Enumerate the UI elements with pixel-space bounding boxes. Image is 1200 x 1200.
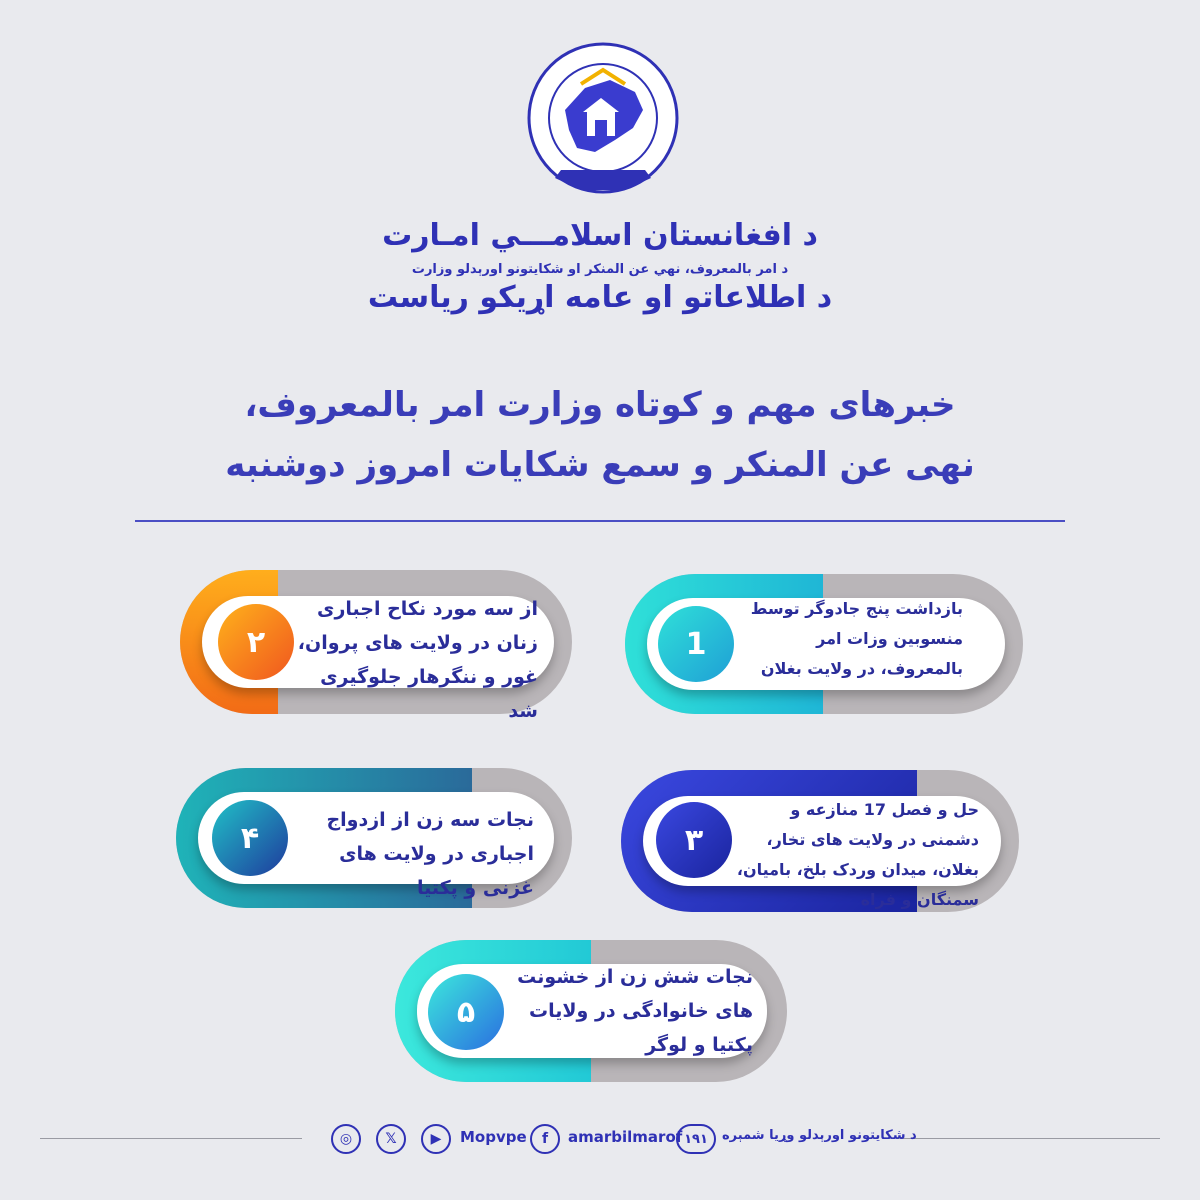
news-item-text: بازداشت پنج جادوگر توسط منسوبین وزات امر بالمعروف، در ولایت بغلان — [750, 599, 963, 678]
youtube-handle[interactable]: Mopvpe — [460, 1128, 527, 1146]
facebook-icon[interactable]: f — [530, 1124, 560, 1154]
item-number-badge: ۴ — [212, 800, 288, 876]
item-number-badge: ۵ — [428, 974, 504, 1050]
emirate-title: د افغانستان اسلامـــي امـارت — [382, 218, 818, 253]
complaint-hotline-label: د شکایتونو اورېدلو وړیا شمېره — [722, 1128, 917, 1143]
headline-line2: نهی عن المنکر و سمع شکایات امروز دوشنبه — [225, 445, 975, 485]
ministry-title: د امر بالمعروف، نهي عن المنکر او شکایتونو اورېدلو وزارت — [411, 262, 789, 277]
headline-line1: خبرهای مهم و کوتاه وزارت امر بالمعروف، — [244, 385, 956, 425]
x-twitter-icon[interactable]: 𝕏 — [376, 1124, 406, 1154]
footer-line-right — [898, 1138, 1160, 1139]
youtube-icon[interactable]: ▶ — [421, 1124, 451, 1154]
dribbble-icon[interactable]: ◎ — [331, 1124, 361, 1154]
news-item-text: از سه مورد نکاح اجباری زنان در ولایت های پروان، غور و ننگرهار جلوگیری شد — [297, 598, 538, 722]
news-item-text: نجات شش زن از خشونت های خانوادگی در ولایات پکتیا و لوگر — [517, 966, 753, 1056]
ministry-seal-logo — [525, 40, 681, 196]
news-item-text: نجات سه زن از ازدواج اجباری در ولایت های غزنی و پکتیا — [326, 809, 534, 899]
news-item-1 — [625, 574, 1023, 714]
footer-line-left — [40, 1138, 302, 1139]
item-number-badge: 1 — [658, 606, 734, 682]
directorate-title: د اطلاعاتو او عامه اړیکو ریاست — [367, 280, 833, 315]
news-item-text: حل و فصل 17 منازعه و دشمنی در ولایت های تخار، بغلان، میدان وردک بلخ، بامیان، سمنگان و فراه — [736, 800, 979, 909]
complaint-number-badge: ۱۹۱ — [676, 1124, 716, 1154]
header-divider — [135, 520, 1065, 522]
item-number-badge: ٣ — [656, 802, 732, 878]
item-number-badge: ٢ — [218, 604, 294, 680]
facebook-handle[interactable]: amarbilmarof — [568, 1128, 683, 1146]
